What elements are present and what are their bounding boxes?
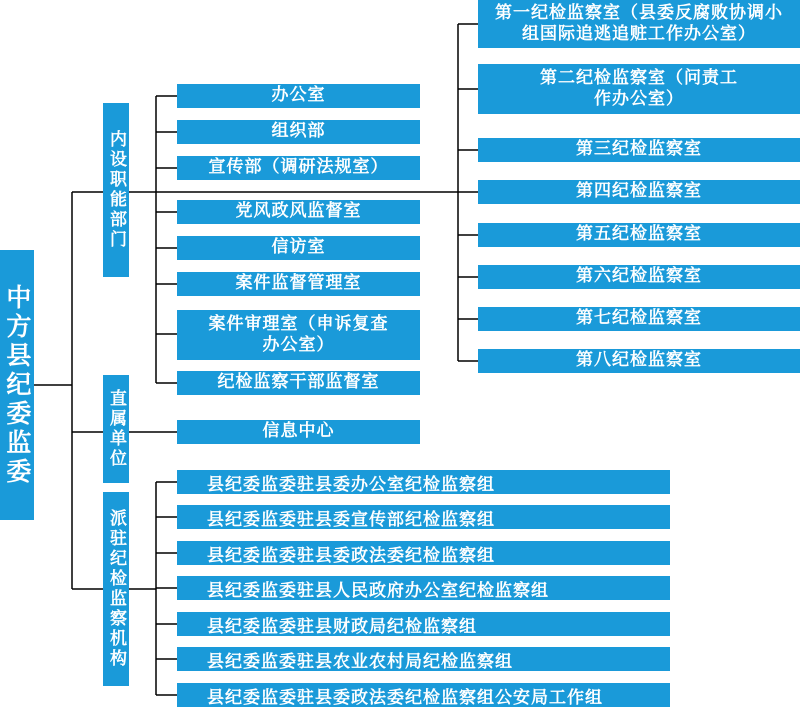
dept-label: 案件审理室（申诉复查办公室） xyxy=(208,313,389,355)
office-node xyxy=(478,0,800,48)
dept-node xyxy=(177,272,420,296)
category-internal-label: 内设职能部门 xyxy=(106,130,127,250)
office-label: 第四纪检监察室 xyxy=(576,181,702,202)
dept-label: 组织部 xyxy=(271,121,326,142)
stationed-group-node xyxy=(177,647,670,671)
office-label: 第三纪检监察室 xyxy=(576,139,702,160)
category-stationed-label: 派驻纪检监察机构 xyxy=(106,509,127,669)
office-node xyxy=(478,307,800,331)
dept-node xyxy=(177,120,420,144)
dept-node xyxy=(177,236,420,260)
dept-node xyxy=(177,84,420,108)
dept-node xyxy=(177,200,420,224)
stationed-group-label: 县纪委监委驻县委政法委纪检监察组 xyxy=(207,545,495,566)
stationed-group-node xyxy=(177,470,670,494)
dept-node xyxy=(177,310,420,360)
office-node xyxy=(478,223,800,247)
office-label: 第八纪检监察室 xyxy=(576,350,702,371)
office-label: 第五纪检监察室 xyxy=(576,224,702,245)
office-node xyxy=(478,349,800,373)
stationed-group-node xyxy=(177,576,670,600)
category-direct xyxy=(103,375,129,483)
stationed-group-node xyxy=(177,612,670,636)
dept-label: 纪检监察干部监督室 xyxy=(217,372,380,393)
stationed-group-node xyxy=(177,541,670,565)
dept-label: 党风政风监督室 xyxy=(235,201,362,222)
category-internal xyxy=(103,103,129,277)
stationed-group-label: 县纪委监委驻县财政局纪检监察组 xyxy=(207,616,477,637)
office-node xyxy=(478,180,800,204)
stationed-group-label: 县纪委监委驻县委政法委纪检监察组公安局工作组 xyxy=(207,687,603,708)
dept-node xyxy=(177,371,420,395)
root-label: 中方县纪委监委 xyxy=(2,283,32,487)
office-label: 第七纪检监察室 xyxy=(576,308,702,329)
direct-unit-label: 信息中心 xyxy=(262,421,335,442)
office-node xyxy=(478,265,800,289)
office-label: 第二纪检监察室（问责工作办公室） xyxy=(540,67,738,109)
office-node xyxy=(478,138,800,162)
office-label: 第一纪检监察室（县委反腐败协调小组国际追逃追赃工作办公室） xyxy=(495,2,783,44)
office-node xyxy=(478,64,800,114)
office-label: 第六纪检监察室 xyxy=(576,266,702,287)
dept-label: 办公室 xyxy=(271,85,326,106)
stationed-group-label: 县纪委监委驻县农业农村局纪检监察组 xyxy=(207,651,513,672)
direct-unit-node xyxy=(177,420,420,444)
stationed-group-label: 县纪委监委驻县人民政府办公室纪检监察组 xyxy=(207,580,549,601)
stationed-group-node xyxy=(177,683,670,707)
stationed-group-label: 县纪委监委驻县委宣传部纪检监察组 xyxy=(207,509,495,530)
root-node xyxy=(0,250,34,520)
dept-label: 案件监督管理室 xyxy=(235,273,362,294)
dept-label: 宣传部（调研法规室） xyxy=(208,157,389,178)
dept-node xyxy=(177,156,420,180)
stationed-group-node xyxy=(177,505,670,529)
dept-label: 信访室 xyxy=(271,237,326,258)
stationed-group-label: 县纪委监委驻县委办公室纪检监察组 xyxy=(207,474,495,495)
category-direct-label: 直属单位 xyxy=(106,389,127,469)
category-stationed xyxy=(103,492,129,686)
